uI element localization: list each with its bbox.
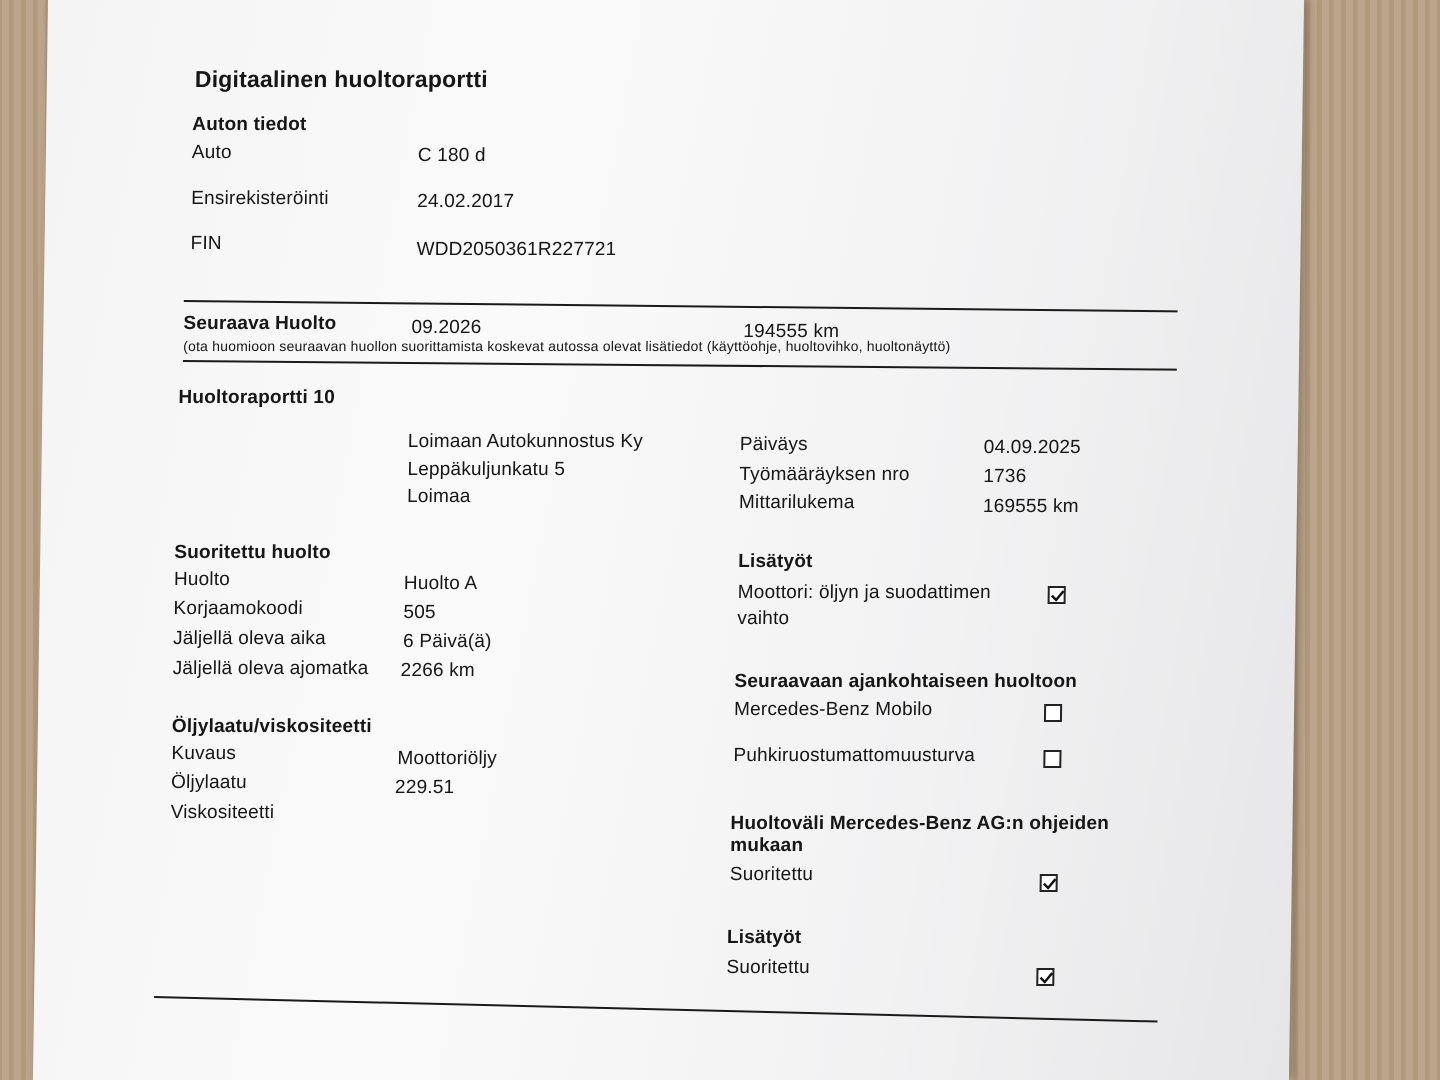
service-value-workshop-code: 505	[403, 602, 436, 623]
next-service-label: Seuraava Huolto	[183, 313, 337, 334]
check-mark-icon	[1042, 876, 1058, 892]
report-label-date: Päiväys	[739, 434, 808, 455]
service-label-remaining-distance: Jäljellä oleva ajomatka	[172, 658, 369, 679]
extra-work-item-line2: vaihto	[737, 608, 790, 629]
report-label-work-order: Työmääräyksen nro	[739, 464, 910, 485]
oil-value-quality: 229.51	[394, 777, 455, 798]
workshop-name: Loimaan Autokunnostus Ky	[407, 431, 644, 452]
next-current-heading: Seuraavaan ajankohtaiseen huoltoon	[734, 671, 1078, 692]
service-label-workshop-code: Korjaamokoodi	[173, 598, 303, 619]
service-value-remaining-time: 6 Päivä(ä)	[402, 631, 492, 652]
rust-checkbox[interactable]	[1043, 750, 1061, 768]
interval-checkbox[interactable]	[1040, 874, 1058, 892]
extra-work-item-line1: Moottori: öljyn ja suodattimen	[737, 582, 991, 603]
service-done-heading: Suoritettu huolto	[174, 542, 331, 563]
divider-bottom	[154, 996, 1157, 1023]
report-heading: Huoltoraportti 10	[178, 387, 336, 408]
divider-top	[184, 300, 1178, 312]
vehicle-value-fin: WDD2050361R227721	[416, 239, 617, 260]
check-mark-icon	[1050, 588, 1066, 604]
workshop-city: Loimaa	[406, 486, 471, 507]
document-title: Digitaalinen huoltoraportti	[194, 66, 488, 92]
vehicle-label-fin: FIN	[190, 233, 222, 254]
vehicle-value-auto: C 180 d	[417, 145, 486, 166]
interval-item: Suoritettu	[729, 864, 814, 885]
next-service-note: (ota huomioon seuraavan huollon suorittamista koskevat autossa olevat lisätiedot (käyttöohje, huoltovihko, huoltonäyttö)	[183, 338, 951, 354]
extra-work-2-heading: Lisätyöt	[726, 927, 802, 948]
report-label-odometer: Mittarilukema	[738, 492, 855, 513]
extra-work-2-item: Suoritettu	[726, 957, 810, 978]
check-mark-icon	[1038, 970, 1054, 986]
extra-work-heading: Lisätyöt	[738, 551, 813, 572]
oil-label-description: Kuvaus	[171, 743, 237, 764]
mobilo-checkbox[interactable]	[1044, 704, 1062, 722]
service-value-remaining-distance: 2266 km	[400, 660, 476, 681]
divider-next-service	[183, 360, 1177, 371]
report-paper	[33, 0, 1304, 1080]
report-value-date: 04.09.2025	[983, 437, 1081, 458]
report-value-work-order: 1736	[983, 466, 1027, 487]
interval-heading-line1: Huoltoväli Mercedes-Benz AG:n ohjeiden	[730, 813, 1110, 834]
next-current-item-mobilo: Mercedes-Benz Mobilo	[733, 699, 933, 720]
service-value-type: Huolto A	[403, 573, 478, 594]
oil-heading: Öljylaatu/viskositeetti	[171, 716, 372, 737]
oil-label-viscosity: Viskositeetti	[170, 802, 275, 823]
service-label-type: Huolto	[173, 569, 231, 590]
service-label-remaining-time: Jäljellä oleva aika	[172, 628, 326, 649]
vehicle-label-first-registration: Ensirekisteröinti	[191, 188, 329, 209]
report-value-odometer: 169555 km	[982, 496, 1079, 517]
vehicle-label-auto: Auto	[191, 142, 232, 163]
oil-value-description: Moottoriöljy	[397, 748, 498, 769]
next-service-km: 194555 km	[743, 321, 840, 342]
extra-work-2-checkbox[interactable]	[1036, 968, 1054, 986]
workshop-street: Leppäkuljunkatu 5	[407, 459, 566, 480]
vehicle-heading: Auton tiedot	[192, 114, 307, 135]
next-service-date: 09.2026	[411, 317, 482, 338]
vehicle-value-first-registration: 24.02.2017	[417, 191, 515, 212]
interval-heading-line2: mukaan	[730, 835, 804, 856]
oil-label-quality: Öljylaatu	[170, 772, 247, 793]
extra-work-checkbox[interactable]	[1048, 586, 1066, 604]
next-current-item-rust: Puhkiruostumattomuusturva	[733, 745, 976, 766]
